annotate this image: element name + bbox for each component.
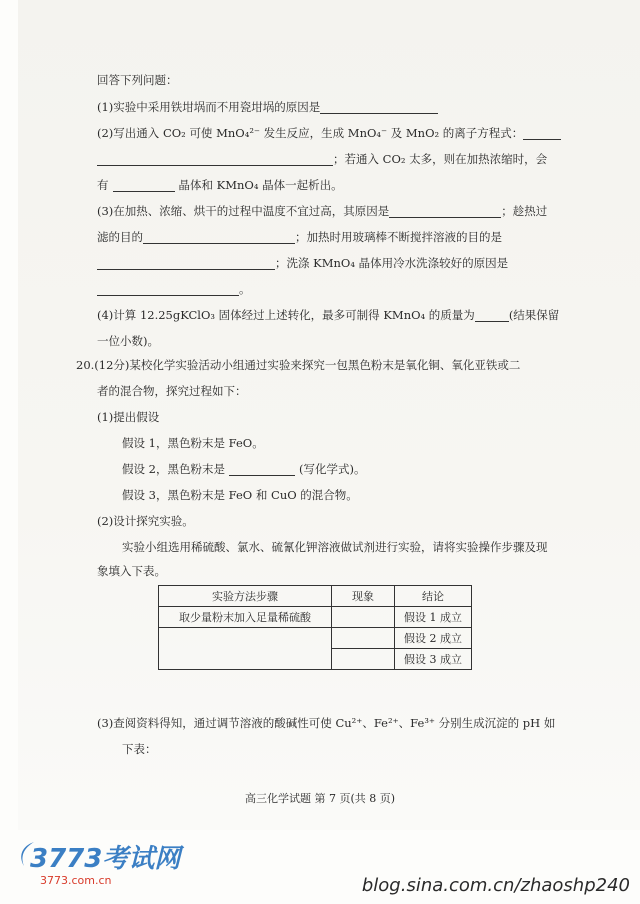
q19-intro: 回答下列问题：	[97, 73, 178, 87]
phenomenon-cell[interactable]	[332, 628, 395, 649]
q19-part1: (1)实验中采用铁坩埚而不用瓷坩埚的原因是	[97, 100, 438, 114]
q20-section2: (2)设计探究实验。	[97, 514, 194, 528]
answer-blank[interactable]	[113, 179, 175, 192]
table-row	[159, 628, 472, 649]
header-conclusion: 结论	[395, 586, 472, 607]
conclusion-cell: 假设 1 成立	[395, 607, 472, 628]
q20-section2-text: 实验小组选用稀硫酸、氯水、硫氰化钾溶液做试剂进行实验，请将实验操作步骤及现	[122, 540, 548, 554]
q19-part4-line2: 一位小数)。	[97, 334, 159, 348]
q19-part3-line3: ；洗涤 KMnO₄ 晶体用冷水洗涤较好的原因是	[97, 256, 508, 270]
phenomenon-cell[interactable]	[332, 649, 395, 670]
table-header-row	[159, 586, 472, 607]
q20-heading: 20.(12分)某校化学实验活动小组通过实验来探究一包黑色粉末是氧化铜、氧化亚铁或二	[76, 358, 521, 372]
hypothesis-3: 假设 3，黑色粉末是 FeO 和 CuO 的混合物。	[122, 488, 358, 502]
q19-part2-line2: ；若通入 CO₂ 太多，则在加热浓缩时，会	[97, 152, 547, 166]
step-cell[interactable]	[159, 628, 332, 670]
conclusion-cell: 假设 3 成立	[395, 649, 472, 670]
answer-blank[interactable]	[97, 257, 275, 270]
q19-part3-line4: 。	[97, 282, 251, 296]
conclusion-cell: 假设 2 成立	[395, 628, 472, 649]
logo-swoosh-icon	[16, 840, 36, 868]
q19-part3-line2: 滤的目的 ；加热时用玻璃棒不断搅拌溶液的目的是	[97, 230, 502, 244]
answer-blank[interactable]	[523, 127, 561, 140]
q20-section1: (1)提出假设	[97, 410, 160, 424]
answer-blank[interactable]	[229, 463, 295, 476]
answer-blank[interactable]	[97, 153, 333, 166]
q20-section2-text2: 象填入下表。	[97, 564, 166, 578]
experiment-table	[158, 585, 472, 670]
step-cell: 取少量粉末加入足量稀硫酸	[159, 607, 332, 628]
q20-section3-line2: 下表：	[122, 742, 157, 756]
page-footer: 高三化学试题 第 7 页(共 8 页)	[244, 792, 396, 805]
hypothesis-2: 假设 2，黑色粉末是 (写化学式)。	[122, 462, 366, 476]
header-steps: 实验方法步骤	[159, 586, 332, 607]
answer-blank[interactable]	[389, 205, 501, 218]
header-phenomenon: 现象	[332, 586, 395, 607]
q19-part2-line3: 有 晶体和 KMnO₄ 晶体一起析出。	[97, 178, 343, 192]
table-row	[159, 607, 472, 628]
answer-blank[interactable]	[143, 231, 295, 244]
q19-part2: (2)写出通入 CO₂ 可使 MnO₄²⁻ 发生反应，生成 MnO₄⁻ 及 MnO₂ 的离子方程式：	[97, 126, 561, 140]
q19-part4: (4)计算 12.25gKClO₃ 固体经过上述转化，最多可制得 KMnO₄ 的质量为 (结果保留	[97, 308, 560, 322]
phenomenon-cell[interactable]	[332, 607, 395, 628]
site-logo	[30, 838, 181, 887]
logo-url: 3773.com.cn	[40, 874, 112, 887]
q20-section3: (3)查阅资料得知，通过调节溶液的酸碱性可使 Cu²⁺、Fe²⁺、Fe³⁺ 分别生成沉淀的 pH 如	[97, 716, 556, 730]
hypothesis-1: 假设 1，黑色粉末是 FeO。	[122, 436, 264, 450]
answer-blank[interactable]	[97, 283, 239, 296]
logo-text: 3773考试网	[30, 844, 181, 874]
answer-blank[interactable]	[475, 309, 509, 322]
q20-heading-line2: 者的混合物，探究过程如下：	[97, 384, 247, 398]
answer-blank[interactable]	[320, 101, 438, 114]
blog-watermark: blog.sina.com.cn/zhaoshp240	[361, 875, 630, 896]
q19-part3: (3)在加热、浓缩、烘干的过程中温度不宜过高，其原因是 ；趁热过	[97, 204, 548, 218]
